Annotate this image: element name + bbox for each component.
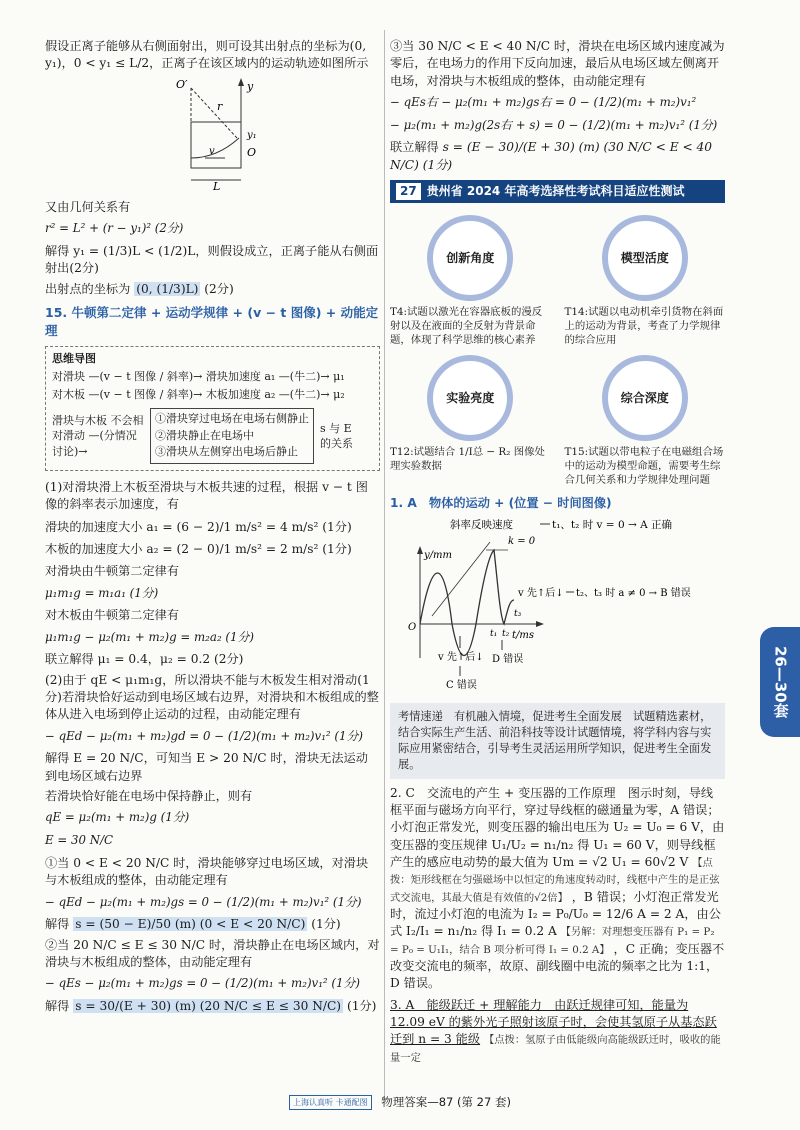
fig-annotation: C 错误 [446, 679, 477, 691]
angle-card [390, 351, 551, 487]
equation: − qEd − μ₂(m₁ + m₂)gs = 0 − (1/2)(m₁ + m₂)v₁² (1分) [45, 894, 362, 909]
mind-map-row: 对滑块 —(v − t 图像 / 斜率)→ 滑块加速度 a₁ —(牛二)→ μ₁ [52, 370, 345, 384]
text: 解得 [45, 999, 70, 1014]
fig-label-t3: t₃ [514, 608, 522, 619]
paragraph: 对滑块由牛顿第二定律有 [45, 564, 180, 579]
text: 出射点的坐标为 [45, 281, 131, 296]
answer-1-heading: 1. A 物体的运动 + (位置 − 时间图像) [390, 496, 612, 511]
answer-3 [390, 997, 725, 1066]
fig-label-t1: t₁ [490, 628, 498, 639]
paragraph: ③当 30 N/C < E < 40 N/C 时，滑块在电场区域内速度减为零后，在电场力的作用下反向加速，最后从电场区域左侧离开电场，对滑块与木板组成的整体，由动能定理有 [390, 39, 725, 88]
publisher-logo: 上海认真听 卡通配图 [289, 1095, 372, 1110]
equation: 木板的加速度大小 a₂ = (2 − 0)/1 m/s² = 2 m/s² (1分) [45, 541, 352, 556]
exam-insight-box: 考情速递 有机融入情境，促进考生全面发展 试题精选素材，结合实际生产生活、前沿科技等设计试题情境，将学科内容与实际应用紧密结合，引导考生灵活运用所学知识，促进考生全面发展。 [390, 703, 725, 779]
paragraph: 联立解得 μ₁ = 0.4，μ₂ = 0.2 (2分) [45, 652, 244, 667]
paragraph: 解得 E = 20 N/C，可知当 E > 20 N/C 时，滑块无法运动到电场区域右边界 [45, 751, 368, 783]
angle-badge: 模型活度 [602, 215, 688, 301]
mind-map-cases [52, 408, 373, 464]
text: 联立解得 [390, 140, 439, 155]
angle-badge: 实验亮度 [427, 355, 513, 441]
case-item: ②滑块静止在电场中 [155, 428, 254, 442]
fig-annotation: k = 0 [508, 535, 536, 547]
text: (2分) [204, 281, 234, 296]
highlighted-answer: (0, (1/3)L) [136, 281, 199, 296]
fig-annotation: v 先↑后↓ [518, 587, 564, 599]
fig-annotation: 斜率反映速度 [450, 518, 513, 531]
mind-map-left-label: 滑块与木板 不会相对滑动 —(分情况讨论)→ [52, 413, 144, 458]
equation: r² = L² + (r − y₁)² (2分) [45, 221, 184, 236]
trajectory-figure [45, 76, 380, 194]
mind-map-row: 对木板 —(v − t 图像 / 斜率)→ 木板加速度 a₂ —(牛二)→ μ₂ [52, 387, 345, 401]
case-item: ③滑块从左侧穿出电场后静止 [155, 445, 298, 459]
banner-title: 贵州省 2024 年高考选择性考试科目适应性测试 [426, 184, 685, 199]
question-15-heading: 15. 牛顿第二定律 + 运动学规律 + (v − t 图像) + 动能定理 [45, 305, 379, 338]
answer-line [390, 139, 725, 174]
equation: − μ₂(m₁ + m₂)g(2s右 + s) = 0 − (1/2)(m₁ + m₂)v₁² (1分) [390, 117, 718, 132]
paragraph: ②当 20 N/C ≤ E ≤ 30 N/C 时，滑块静止在电场区域内，对滑块与木板组成的整体，由动能定理有 [45, 937, 380, 969]
fig-annotation: v 先↑后↓ [438, 651, 484, 663]
paragraph: 又由几何关系有 [45, 199, 131, 214]
equation: E = 30 N/C [45, 833, 114, 848]
angle-text: T4:试题以激光在容器底板的漫反射以及在液面的全反射为背景命题，体现了科学思维的核心素养 [390, 306, 543, 347]
banner-number: 27 [396, 183, 421, 200]
text: ，C 正确；变压器不改变交流电的频率，故原、副线圈中电流的频率之比为 1:1，D 错误。 [390, 941, 725, 991]
paragraph: 假设正离子能够从右侧面射出，则可设其出射点的坐标为(0, y₁)，0 < y₁ ≤ L/2，正离子在该区域内的运动轨迹如图所示 [45, 39, 369, 71]
text: 2. C 交流电的产生 + 变压器的工作原理 图示时刻，导线框平面与磁场方向平行，穿过导线框的磁通量为零，A 错误；小灯泡正常发光，则变压器的输出电压为 U₂ = U₀ = 6 V，由变压器的变压规律 U₁/U₂ = n₁/n₂ 得 U₁ = 60 V，则导线框产生的感应电动势的最大值为 Um = √2 U₁ = 60√2 V [390, 785, 725, 870]
left-column [45, 38, 380, 1018]
equation: μ₁m₁g = m₁a₁ (1分) [45, 585, 159, 600]
fig-annotation: D 错误 [492, 653, 524, 665]
case-box [150, 408, 314, 464]
paragraph: (1)对滑块滑上木板至滑块与木板共速的过程，根据 v − t 图像的斜率表示加速度，有 [45, 479, 368, 512]
text: ，B 错误；小灯泡正常发光时，流过小灯泡的电流为 I₂ = P₀/U₀ = 12/6 A = 2 A，由公式 I₂/I₁ = n₁/n₂ 得 I₁ = 0.2 A [390, 889, 721, 939]
angle-card [390, 211, 551, 347]
equation: qE = μ₂(m₁ + m₂)g (1分) [45, 810, 190, 825]
review-angles [390, 211, 725, 487]
fig-annotation: t₂、t₃ 时 a ≠ 0 → B 错误 [576, 587, 691, 599]
angle-text: T12:试题结合 1/I总 − R₂ 图像处理实验数据 [390, 446, 545, 473]
section-banner [390, 180, 725, 203]
fig-label-o-prime: O′ [176, 77, 188, 91]
equation: − qEs右 − μ₂(m₁ + m₂)gs右 = 0 − (1/2)(m₁ + m₂)v₁² [390, 94, 697, 109]
text: (1分) [311, 917, 341, 932]
fig-label-t: t/ms [512, 629, 535, 641]
fig-label-v: v [209, 145, 215, 157]
angle-text: T14:试题以电动机牵引货物在斜面上的运动为背景，考查了力学规律的综合应用 [564, 306, 724, 347]
column-divider [384, 30, 385, 1100]
highlighted-answer: s = (50 − E)/50 (m) (0 < E < 20 N/C) [75, 917, 306, 932]
fig-annotation: t₁、t₂ 时 v = 0 → A 正确 [552, 518, 673, 531]
fig-label-y: y [247, 79, 254, 93]
answer-2 [390, 785, 725, 993]
answer-line [45, 998, 380, 1015]
page-footer [0, 1094, 800, 1110]
chapter-tab [760, 627, 800, 737]
mind-map-result: s 与 E 的关系 [320, 421, 353, 451]
equation: 滑块的加速度大小 a₁ = (6 − 2)/1 m/s² = 4 m/s² (1分) [45, 519, 352, 534]
note: 【点拨：氢原子由低能级向高能级跃迁时，吸收的能量一定 [390, 1034, 721, 1064]
paragraph [45, 281, 380, 298]
chapter-tab-label: 26—30套 [771, 646, 790, 718]
mind-map-title: 思维导图 [52, 351, 96, 365]
answer-line [45, 916, 380, 933]
text: 解得 [45, 917, 70, 932]
equation: μ₁m₁g − μ₂(m₁ + m₂)g = m₂a₂ (1分) [45, 629, 254, 644]
text: (1分) [346, 999, 377, 1014]
fig-label-t2: t₂ [502, 628, 510, 639]
highlighted-answer: s = 30/(E + 30) (m) (20 N/C ≤ E ≤ 30 N/C) [75, 999, 342, 1014]
fig-label-o: O [247, 145, 257, 159]
equation: s = (E − 30)/(E + 30) (m) (30 N/C < E < 40 N/C) (1分) [390, 140, 713, 172]
paragraph: 若滑块恰好能在电场中保持静止，则有 [45, 789, 253, 804]
text: 3. A 能级跃迁 + 理解能力 由跃迁规律可知，能量为 12.09 eV 的紫外光子照射该原子时，会使其氢原子从基态跃迁到 n = 3 能级 [390, 997, 717, 1047]
equation: − qEs − μ₂(m₁ + m₂)gs = 0 − (1/2)(m₁ + m₂)v₁² (1分) [45, 976, 360, 991]
mind-map [45, 346, 380, 471]
angle-card [565, 211, 726, 347]
note: 【点拨：矩形线框在匀强磁场中以恒定的角速度转动时，线框中产生的是正弦式交流电，其最大值是有效值的√2倍】 [390, 857, 720, 904]
paragraph: ①当 0 < E < 20 N/C 时，滑块能够穿过电场区域，对滑块与木板组成的整体，由动能定理有 [45, 855, 369, 888]
note: 【另解：对理想变压器有 P₁ = P₂ = P₀ = U₁I₁，结合 B 项分析可得 I₁ = 0.2 A】 [390, 926, 715, 956]
angle-text: T15:试题以带电粒子在电磁组合场中的运动为模型命题，需要考生综合几何关系和力学规律处理问题 [564, 446, 724, 487]
paragraph: 对木板由牛顿第二定律有 [45, 608, 180, 623]
angle-badge: 综合深度 [602, 355, 688, 441]
position-time-figure [390, 516, 725, 692]
angle-card [565, 351, 726, 487]
fig-label-y1: y₁ [247, 129, 257, 141]
fig-label-l: L [213, 179, 221, 193]
fig-label-r: r [217, 99, 223, 113]
equation: − qEd − μ₂(m₁ + m₂)gd = 0 − (1/2)(m₁ + m₂)v₁² (1分) [45, 728, 363, 743]
page-number: 物理答案—87 (第 27 套) [381, 1095, 511, 1109]
fig-label-y: y/mm [424, 549, 452, 561]
paragraph: 解得 y₁ = (1/3)L < (1/2)L，则假设成立，正离子能从右侧面射出(2分) [45, 244, 379, 276]
fig-label-o: O [408, 621, 417, 633]
angle-badge: 创新角度 [427, 215, 513, 301]
case-item: ①滑块穿过电场在电场右侧静止 [155, 412, 309, 426]
right-column [390, 38, 725, 1069]
paragraph: (2)由于 qE < μ₁m₁g，所以滑块不能与木板发生相对滑动(1分)若滑块恰好运动到电场区域右边界，对滑块和木板组成的整体从进入电场到停止运动的过程，由动能定理有 [45, 672, 379, 722]
